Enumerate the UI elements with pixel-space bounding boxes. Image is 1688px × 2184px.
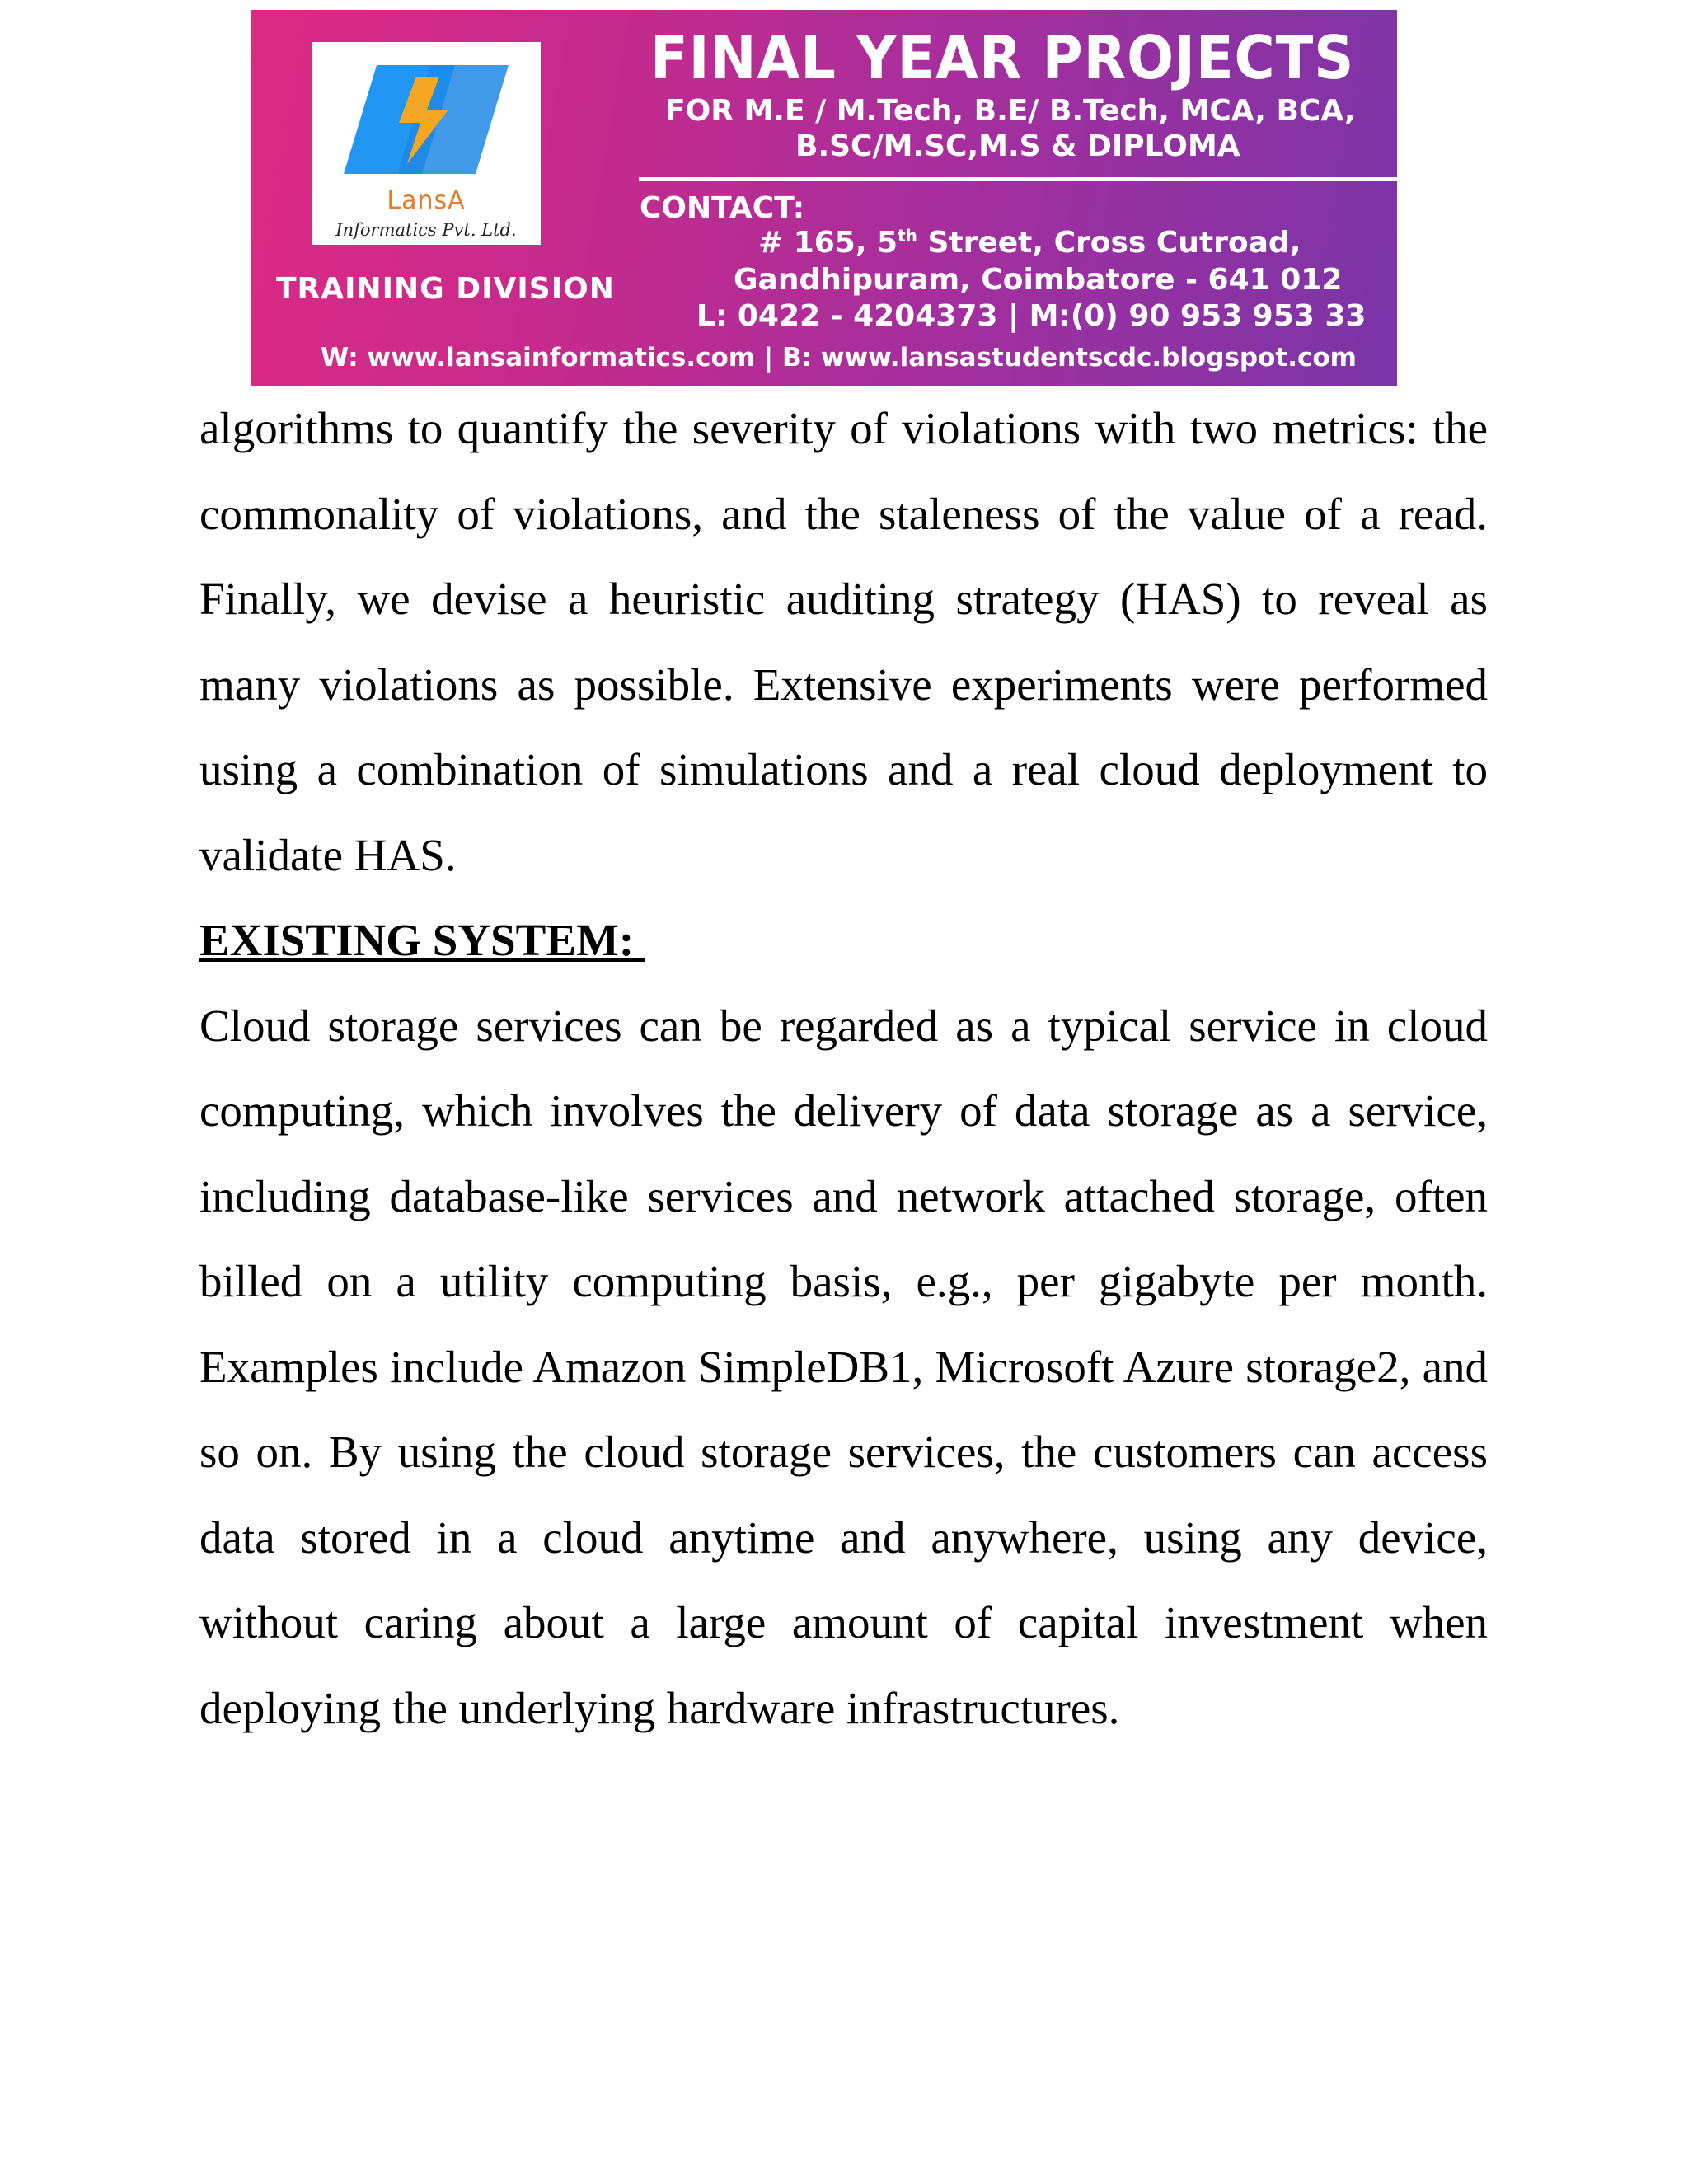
lansa-logo-icon [331,59,521,182]
document-body [199,386,1488,1750]
existing-system-paragraph: Cloud storage services can be regarded as a typical service in cloud computing, which involves the delivery of data storage as a service, including database-like services and network attached storage, often billed on a utility computing basis, e.g., per gigabyte per month. Examples include Amazon SimpleDB1, Microsoft Azure storage2, and so on. By using the cloud storage services, the customers can access data stored in a cloud anytime and anywhere, using any device, without caring about a large amount of capital investment when deploying the underlying hardware infrastructures. [199,1000,1488,1733]
banner-title: FINAL YEAR PROJECTS [650,23,1355,92]
training-division-label: TRAINING DIVISION [276,272,615,306]
courses-line-2: B.SC/M.SC,M.S & DIPLOMA [795,129,1240,163]
logo-tagline: Informatics Pvt. Ltd. [335,220,517,240]
header-banner [251,10,1397,386]
contact-label: CONTACT: [640,191,805,225]
intro-paragraph: algorithms to quantify the severity of violations with two metrics: the commonality of violations, and the staleness of the value of a read. Finally, we devise a heuristic auditing strategy (HAS) to reveal as many violations as possible. Extensive experiments were performed using a combination of simulations and a real cloud deployment to validate HAS. [199,403,1488,880]
phone-numbers: L: 0422 - 4204373 | M:(0) 90 953 953 33 [696,299,1367,333]
address-line-1: # 165, 5th Street, Cross Cutroad, [758,226,1301,260]
website-links: W: www.lansainformatics.com | B: www.lansastudentscdc.blogspot.com [321,343,1357,373]
section-heading-existing-system: EXISTING SYSTEM: [199,915,645,965]
company-logo [312,42,541,245]
address-line-2: Gandhipuram, Coimbatore - 641 012 [734,263,1343,297]
courses-line-1: FOR M.E / M.Tech, B.E/ B.Tech, MCA, BCA, [665,94,1356,128]
banner-divider [639,177,1397,181]
logo-name: LansA [387,186,466,215]
